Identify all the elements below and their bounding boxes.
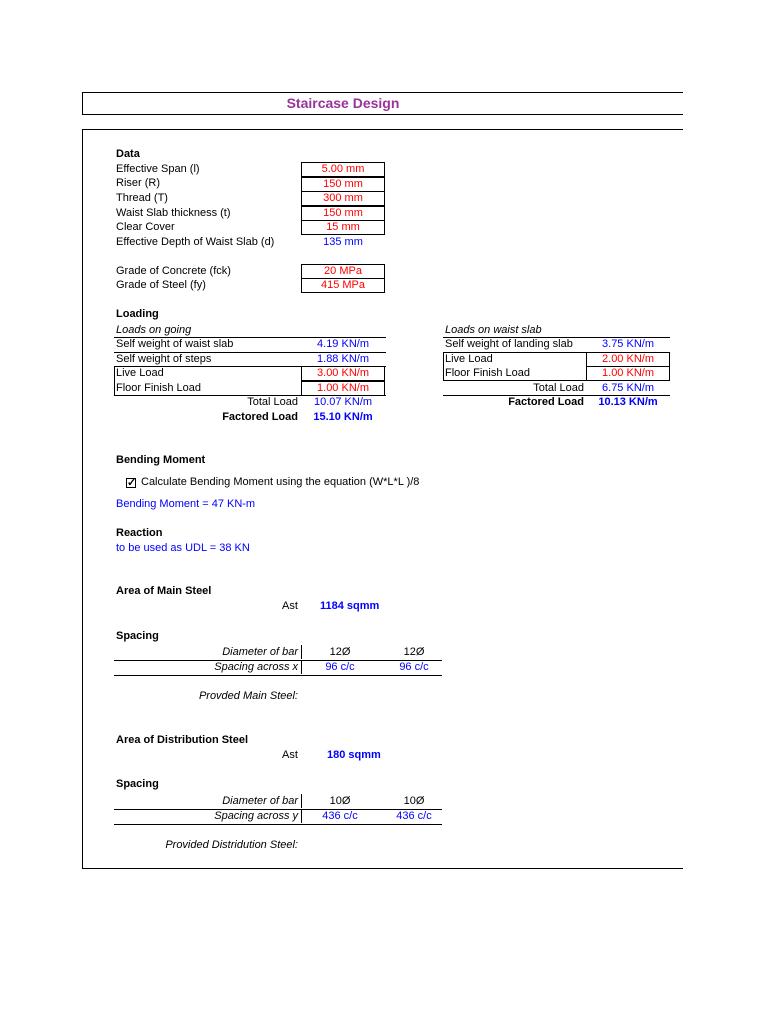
going-live-load-input[interactable]: 3.00 KN/m <box>301 366 385 381</box>
waist-row-label: Self weight of landing slab <box>445 338 573 350</box>
data-label: Clear Cover <box>116 221 175 233</box>
dist-diameter-label: Diameter of bar <box>222 795 298 807</box>
divider <box>114 675 442 676</box>
riser-input[interactable]: 150 mm <box>301 177 385 192</box>
main-diameter-value: 12Ø <box>329 646 351 658</box>
going-total-value: 10.07 KN/m <box>313 396 373 408</box>
main-diameter-label: Diameter of bar <box>222 646 298 658</box>
check-icon: ✓ <box>127 477 137 489</box>
dist-spacing-value: 436 c/c <box>322 810 358 822</box>
dist-spacing-heading: Spacing <box>116 778 159 790</box>
waist-live-load-input[interactable]: 2.00 KN/m <box>586 352 670 367</box>
going-factored-label: Factored Load <box>222 411 298 423</box>
effective-span-input[interactable]: 5.00 mm <box>301 162 385 177</box>
effective-depth-value: 135 mm <box>323 236 363 248</box>
dist-ast-value: 180 sqmm <box>327 749 381 761</box>
steel-grade-input[interactable]: 415 MPa <box>301 278 385 293</box>
divider <box>301 794 302 808</box>
going-factored-value: 15.10 KN/m <box>313 411 373 423</box>
main-ast-value: 1184 sqmm <box>320 600 380 612</box>
dist-spacing-value: 436 c/c <box>396 810 432 822</box>
bending-result: Bending Moment = 47 KN-m <box>116 498 256 510</box>
main-steel-heading: Area of Main Steel <box>116 585 212 597</box>
going-row-label: Self weight of waist slab <box>116 338 234 350</box>
data-heading: Data <box>116 148 140 160</box>
main-diameter-value: 12Ø <box>403 646 425 658</box>
going-row-label: Floor Finish Load <box>116 382 201 394</box>
main-spacing-value: 96 c/c <box>399 661 429 673</box>
reaction-heading: Reaction <box>116 527 163 539</box>
going-row-value: 1.88 KN/m <box>317 353 369 365</box>
going-floor-finish-input[interactable]: 1.00 KN/m <box>301 381 385 396</box>
main-ast-label: Ast <box>282 600 298 612</box>
dist-steel-heading: Area of Distribution Steel <box>116 734 249 746</box>
divider <box>114 366 115 396</box>
waist-row-label: Live Load <box>445 353 493 365</box>
dist-diameter-value: 10Ø <box>329 795 351 807</box>
divider <box>443 352 444 381</box>
divider <box>114 824 442 825</box>
waist-subheading: Loads on waist slab <box>445 324 542 336</box>
loading-heading: Loading <box>116 308 159 320</box>
data-label: Effective Span (l) <box>116 163 200 175</box>
main-provided-label: Provded Main Steel: <box>198 690 298 702</box>
data-label: Waist Slab thickness (t) <box>116 207 231 219</box>
waist-row-value: 3.75 KN/m <box>602 338 654 350</box>
main-spacing-label: Spacing across x <box>214 661 298 673</box>
bending-checkbox-label[interactable]: Calculate Bending Moment using the equation (W*L*L )/8 <box>141 476 420 488</box>
going-total-label: Total Load <box>247 396 298 408</box>
bending-checkbox[interactable] <box>126 478 136 488</box>
divider <box>301 809 302 823</box>
data-label: Thread (T) <box>116 192 168 204</box>
going-subheading: Loads on going <box>116 324 192 336</box>
concrete-grade-input[interactable]: 20 MPa <box>301 264 385 279</box>
reaction-result: to be used as UDL = 38 KN <box>116 542 250 554</box>
divider <box>301 645 302 659</box>
waist-row-label: Floor Finish Load <box>445 367 530 379</box>
title-bar <box>82 92 683 115</box>
material-label: Grade of Concrete (fck) <box>116 265 231 277</box>
dist-diameter-value: 10Ø <box>403 795 425 807</box>
thread-input[interactable]: 300 mm <box>301 191 385 206</box>
waist-factored-value: 10.13 KN/m <box>598 396 658 408</box>
dist-provided-label: Provided Distridution Steel: <box>165 839 298 851</box>
waist-factored-label: Factored Load <box>508 396 584 408</box>
waist-floor-finish-input[interactable]: 1.00 KN/m <box>586 366 670 381</box>
clear-cover-input[interactable]: 15 mm <box>301 220 385 235</box>
going-row-label: Self weight of steps <box>116 353 212 365</box>
bending-heading: Bending Moment <box>116 454 206 466</box>
data-label: Effective Depth of Waist Slab (d) <box>116 236 275 248</box>
dist-spacing-label: Spacing across y <box>214 810 298 822</box>
going-row-label: Live Load <box>116 367 164 379</box>
dist-ast-label: Ast <box>282 749 298 761</box>
main-spacing-value: 96 c/c <box>325 661 355 673</box>
waist-total-label: Total Load <box>533 382 584 394</box>
main-spacing-heading: Spacing <box>116 630 159 642</box>
divider <box>443 380 670 381</box>
material-label: Grade of Steel (fy) <box>116 279 206 291</box>
waist-thickness-input[interactable]: 150 mm <box>301 206 385 221</box>
divider <box>301 660 302 674</box>
going-row-value: 4.19 KN/m <box>317 338 369 350</box>
page-title: Staircase Design <box>286 95 400 111</box>
data-label: Riser (R) <box>116 177 160 189</box>
waist-total-value: 6.75 KN/m <box>602 382 654 394</box>
